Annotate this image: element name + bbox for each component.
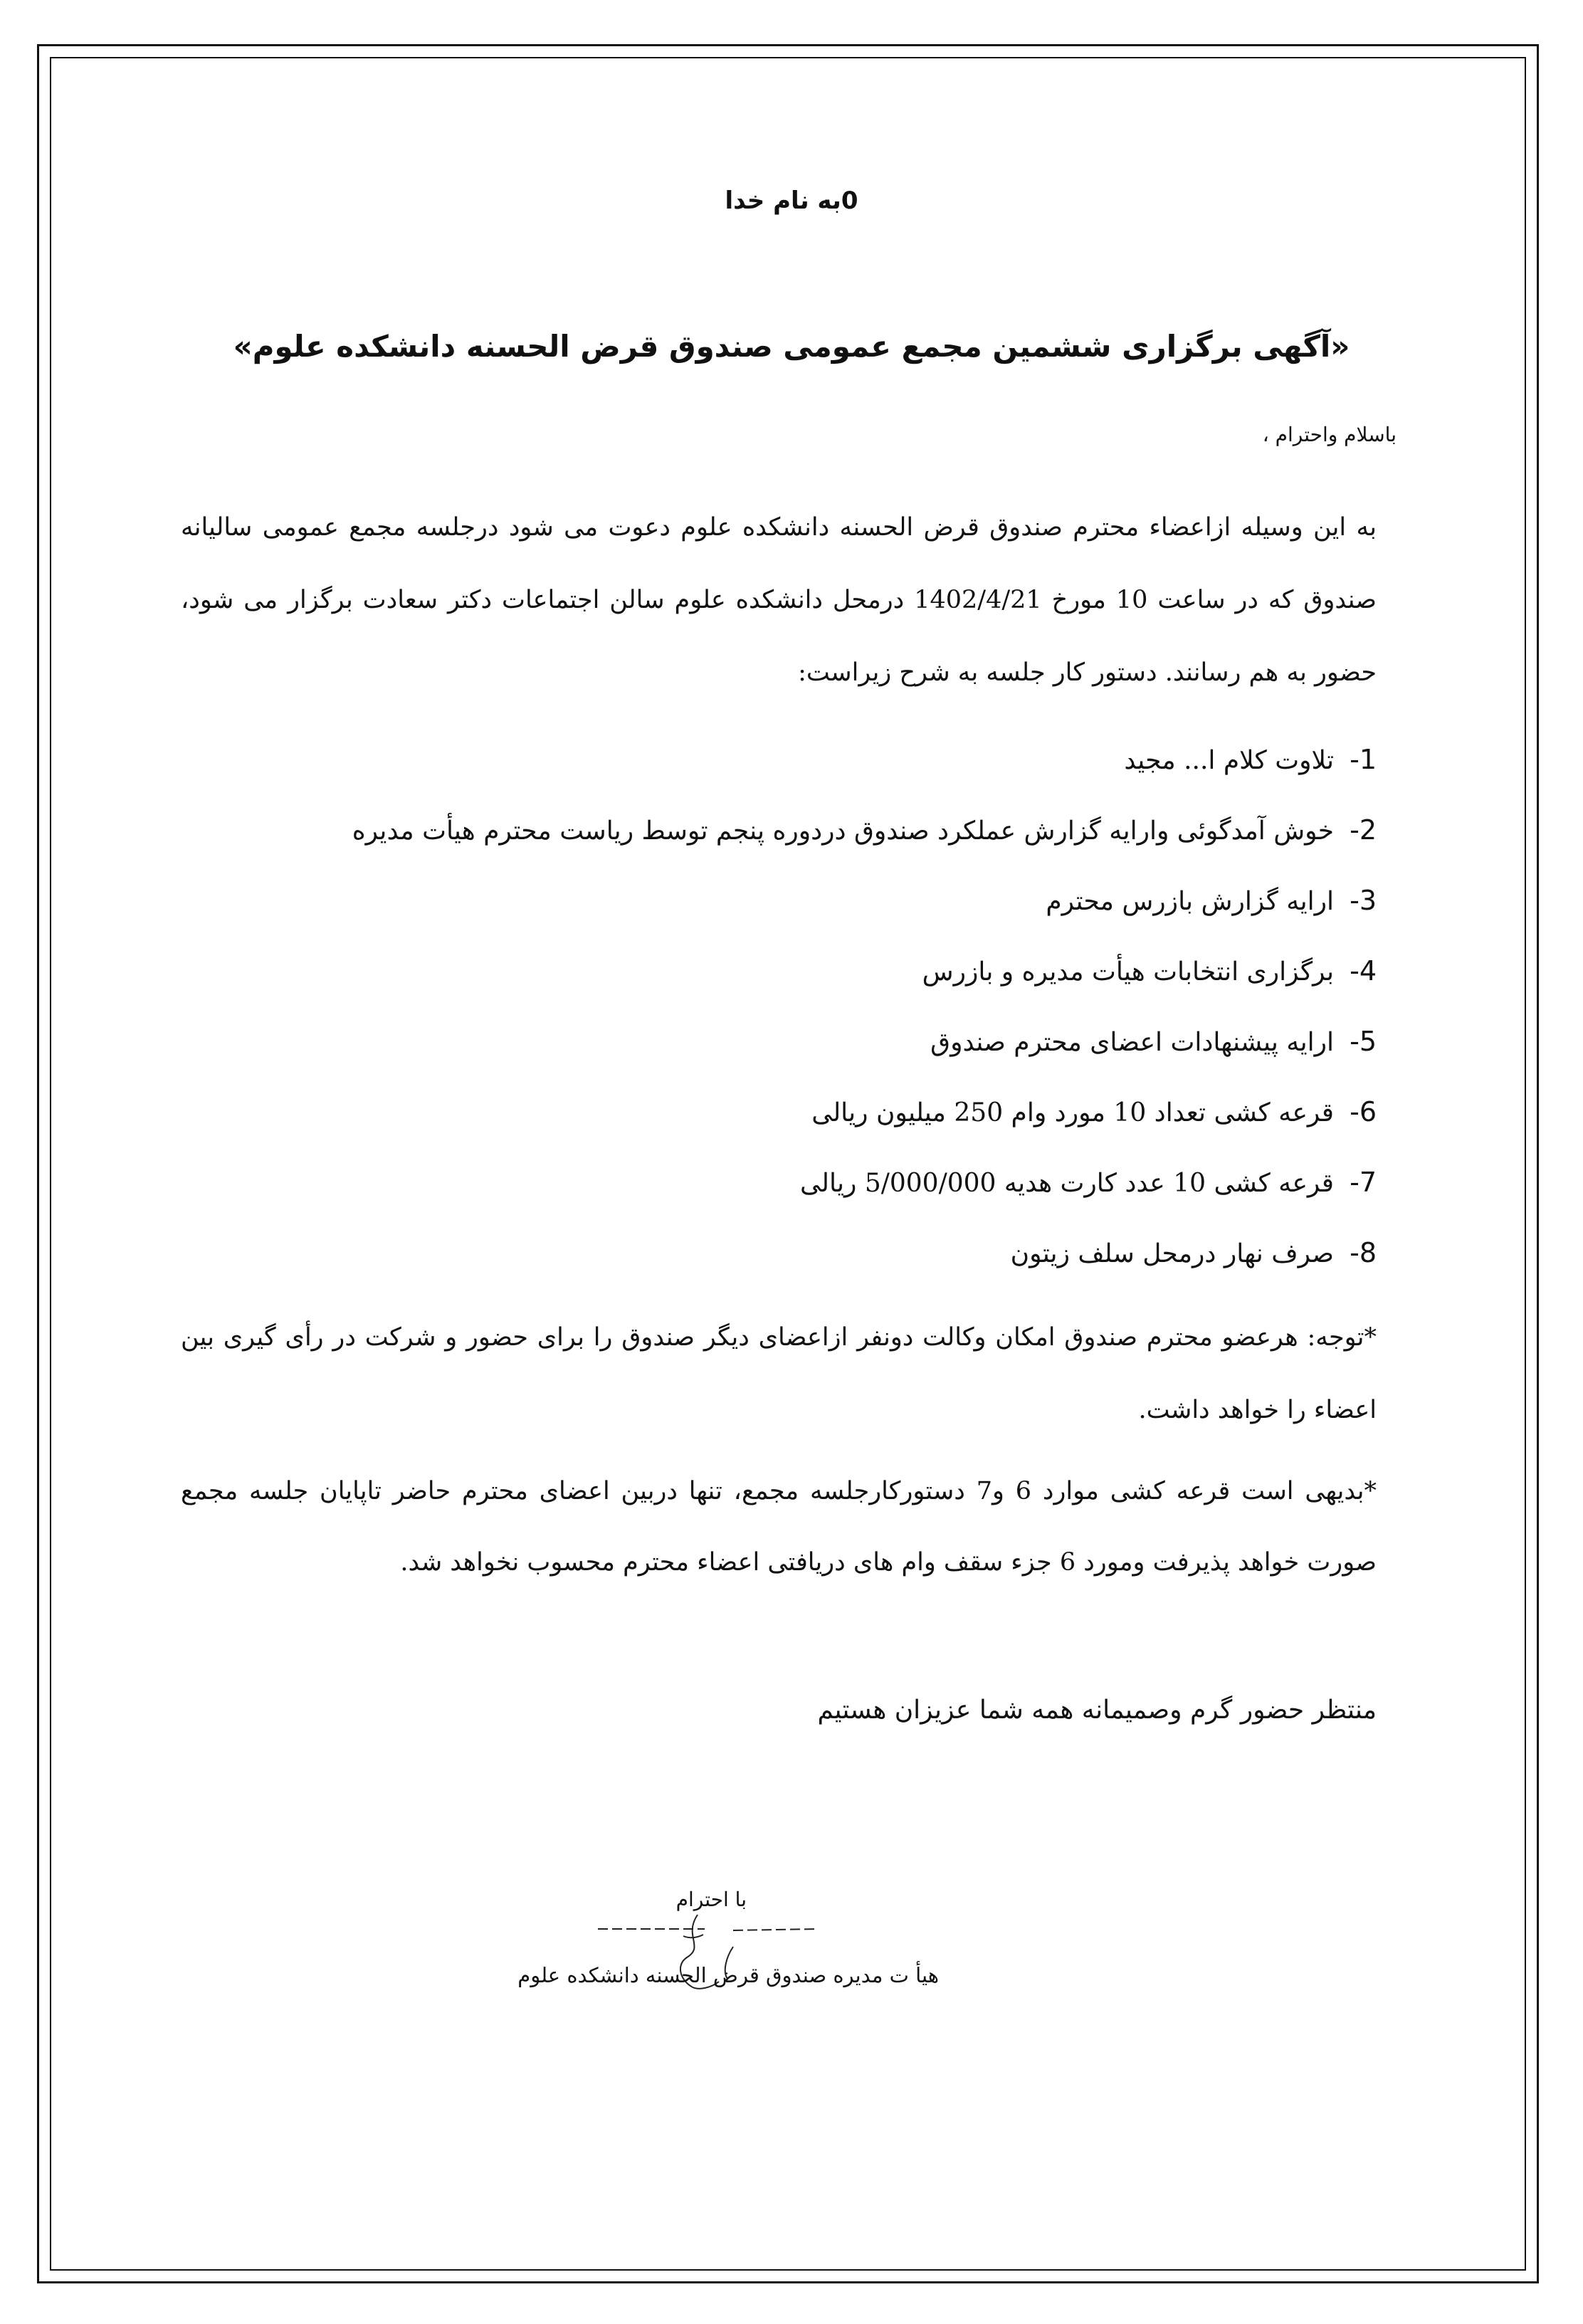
agenda-item (181, 795, 1377, 866)
agenda-item (181, 725, 1377, 795)
lottery-note: *بدیهی است قرعه کشی موارد 6 و7 دستورکارجلسه مجمع، تنها دربین اعضای محترم حاضر تاپایان جلسه مجمع صورت خواهد پذیرفت ومورد 6 جزء سقف وام های دریافتی اعضاء محترم محسوب نخواهد شد. (181, 1477, 1377, 1577)
document-title: «آگهی برگزاری ششمین مجمع عمومی صندوق قرض الحسنه دانشکده علوم» (233, 329, 1350, 364)
signer-text: هیأ ت مدیره صندوق قرض الحسنه دانشکده علوم (517, 1963, 939, 1987)
intro-paragraph: به این وسیله ازاعضاء محترم صندوق قرض الحسنه دانشکده علوم دعوت می شود درجلسه مجمع عمومی سالیانه صندوق که در ساعت 10 مورخ 1402/4/21 درمحل دانشکده علوم سالن اجتماعات دکتر سعادت برگزار می شود، حضور به هم رسانند. دستور کار جلسه به شرح زیراست: (181, 513, 1377, 687)
proxy-note: *توجه: هرعضو محترم صندوق امکان وکالت دونفر ازاعضای دیگر صندوق را برای حضور و شرکت در رأی گیری بین اعضاء را خواهد داشت. (181, 1323, 1377, 1424)
agenda-item-text: ارایه گزارش بازرس محترم (1046, 887, 1334, 916)
agenda-item (181, 1218, 1377, 1288)
agenda-item-text: ارایه پیشنهادات اعضای محترم صندوق (930, 1028, 1334, 1057)
agenda-item (181, 1006, 1377, 1077)
agenda-item-number: 1- (1350, 744, 1377, 775)
agenda-item (181, 1147, 1377, 1218)
agenda-list (181, 725, 1377, 1288)
agenda-item-number: 8- (1350, 1237, 1377, 1268)
document-heading: 0به نام خدا (725, 186, 858, 215)
agenda-item-number: 5- (1350, 1026, 1377, 1057)
agenda-item (181, 1077, 1377, 1147)
agenda-item-text: خوش آمدگوئی وارایه گزارش عملکرد صندوق دردوره پنجم توسط ریاست محترم هیأت مدیره (352, 816, 1334, 846)
agenda-item-number: 2- (1350, 814, 1377, 846)
agenda-item-number: 6- (1350, 1096, 1377, 1127)
agenda-item (181, 936, 1377, 1006)
agenda-item-text: قرعه کشی 10 عدد کارت هدیه 5/000/000 ریالی (800, 1169, 1334, 1198)
agenda-item-number: 7- (1350, 1167, 1377, 1198)
greeting-text: باسلام واحترام ، (1262, 423, 1397, 446)
closing-text: منتظر حضور گرم وصمیمانه همه شما عزیزان هستیم (817, 1695, 1377, 1725)
agenda-item-number: 3- (1350, 885, 1377, 916)
regards-text: با احترام (675, 1888, 747, 1911)
agenda-item-number: 4- (1350, 955, 1377, 987)
agenda-item-text: قرعه کشی تعداد 10 مورد وام 250 میلیون ریالی (811, 1098, 1334, 1127)
agenda-item-text: صرف نهار درمحل سلف زیتون (1010, 1239, 1334, 1268)
agenda-item-text: برگزاری انتخابات هیأت مدیره و بازرس (922, 957, 1334, 987)
agenda-item (181, 866, 1377, 936)
agenda-item-text: تلاوت کلام ا... مجید (1124, 746, 1334, 775)
